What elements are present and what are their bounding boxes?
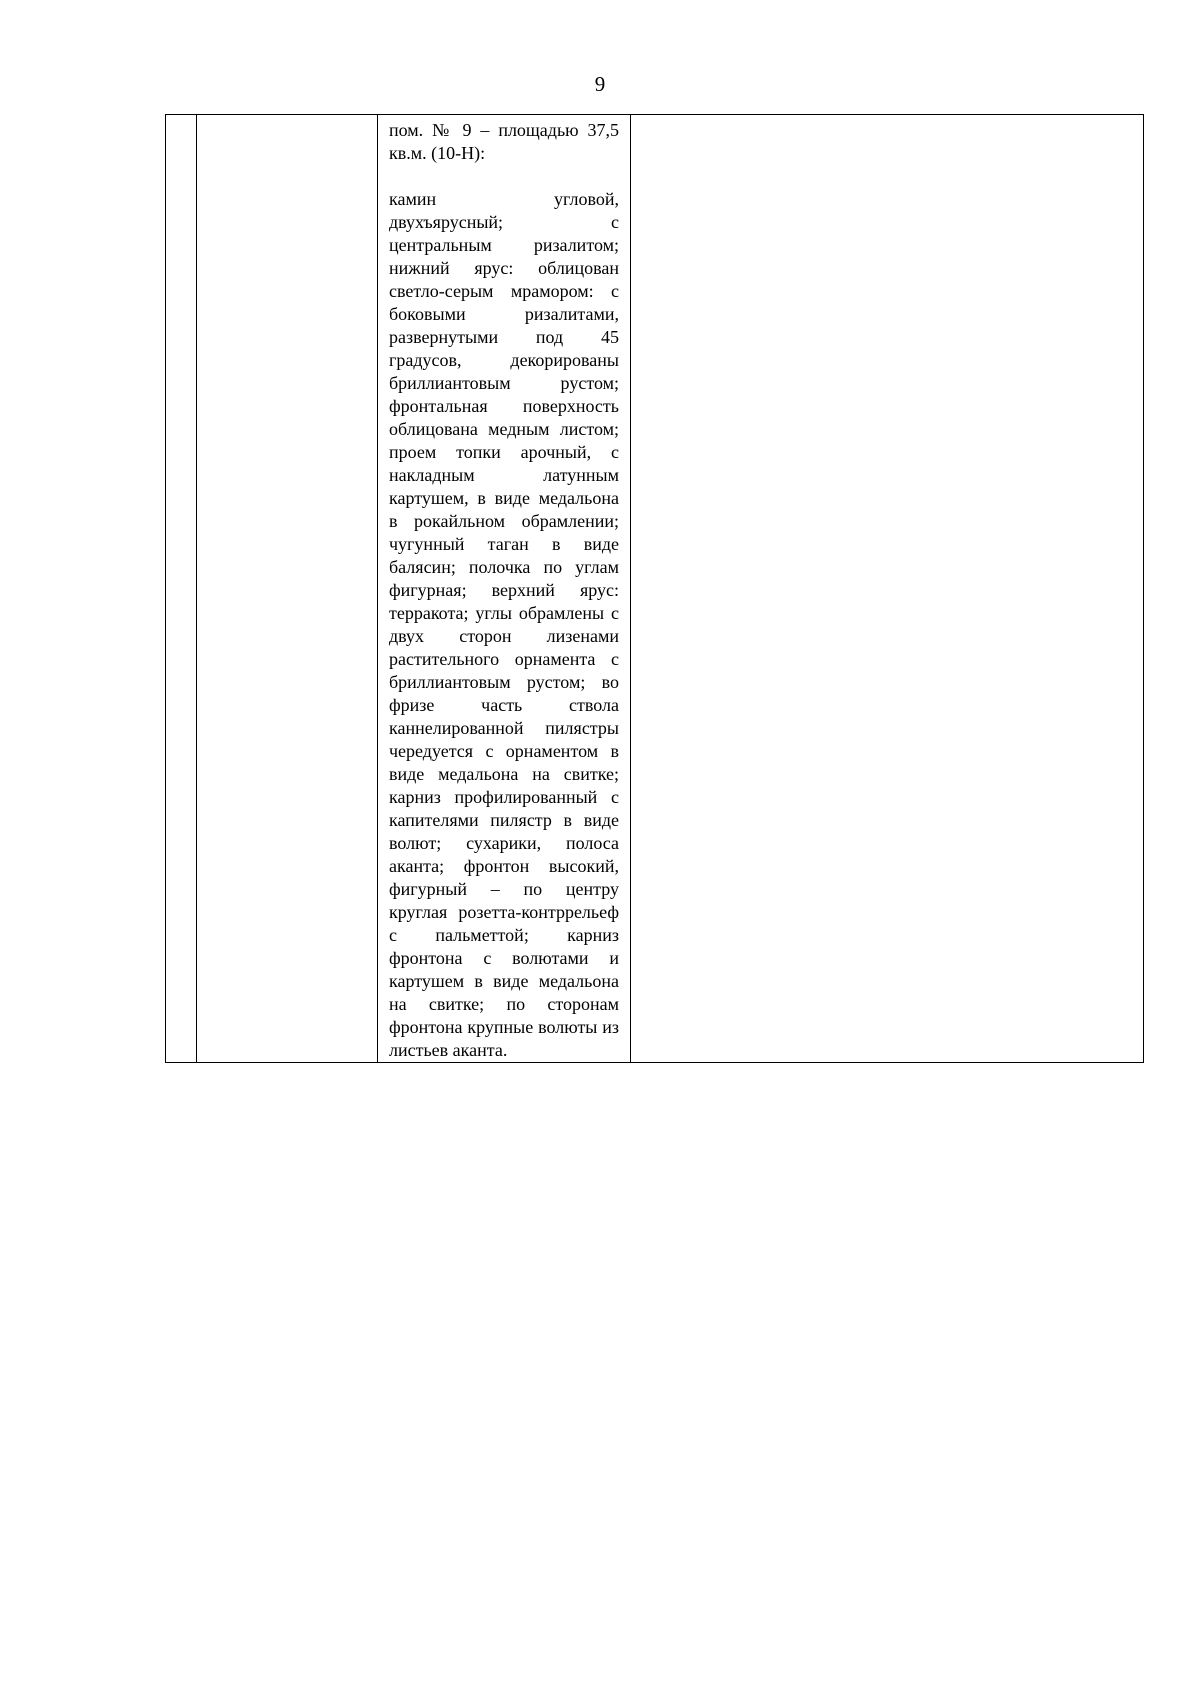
fireplace-description: камин угловой, двухъярусный; с центральным ризалитом; нижний ярус: облицован светло-серым мрамором: с боковыми ризалитами, развернутыми под 45 градусов, декорированы бриллиантовым рустом; фронтальная поверхность облицована медным листом; проем топки арочный, с накладным латунным картушем, в виде медальона в рокайльном обрамлении; чугунный таган в виде балясин; полочка по углам фигурная; верхний ярус: терракота; углы обрамлены с двух сторон лизенами растительного орнамента с бриллиантовым рустом; во фризе часть ствола каннелированной пилястры чередуется с орнаментом в виде медальона на свитке; карниз профилированный с капителями пилястр в виде волют; сухарики, полоса аканта; фронтон высокий, фигурный – по центру круглая розетта-контррельеф с пальметтой; карниз фронтона с волютами и картушем в виде медальона на свитке; по сторонам фронтона крупные волюты из листьев аканта. — [389, 189, 619, 1060]
cell-object-name — [197, 115, 378, 1063]
cell-photo-fixation — [631, 115, 1144, 1063]
cell-number — [166, 115, 197, 1063]
document-table — [165, 114, 1144, 1063]
cell-subject-of-protection — [378, 115, 631, 1063]
table-row — [166, 115, 1144, 1063]
page-number: 9 — [594, 72, 606, 96]
premise-heading: пом. № 9 – площадью 37,5 кв.м. (10-Н): — [389, 120, 619, 163]
paragraph-spacer — [389, 165, 619, 188]
cell-text-block — [378, 115, 630, 1062]
